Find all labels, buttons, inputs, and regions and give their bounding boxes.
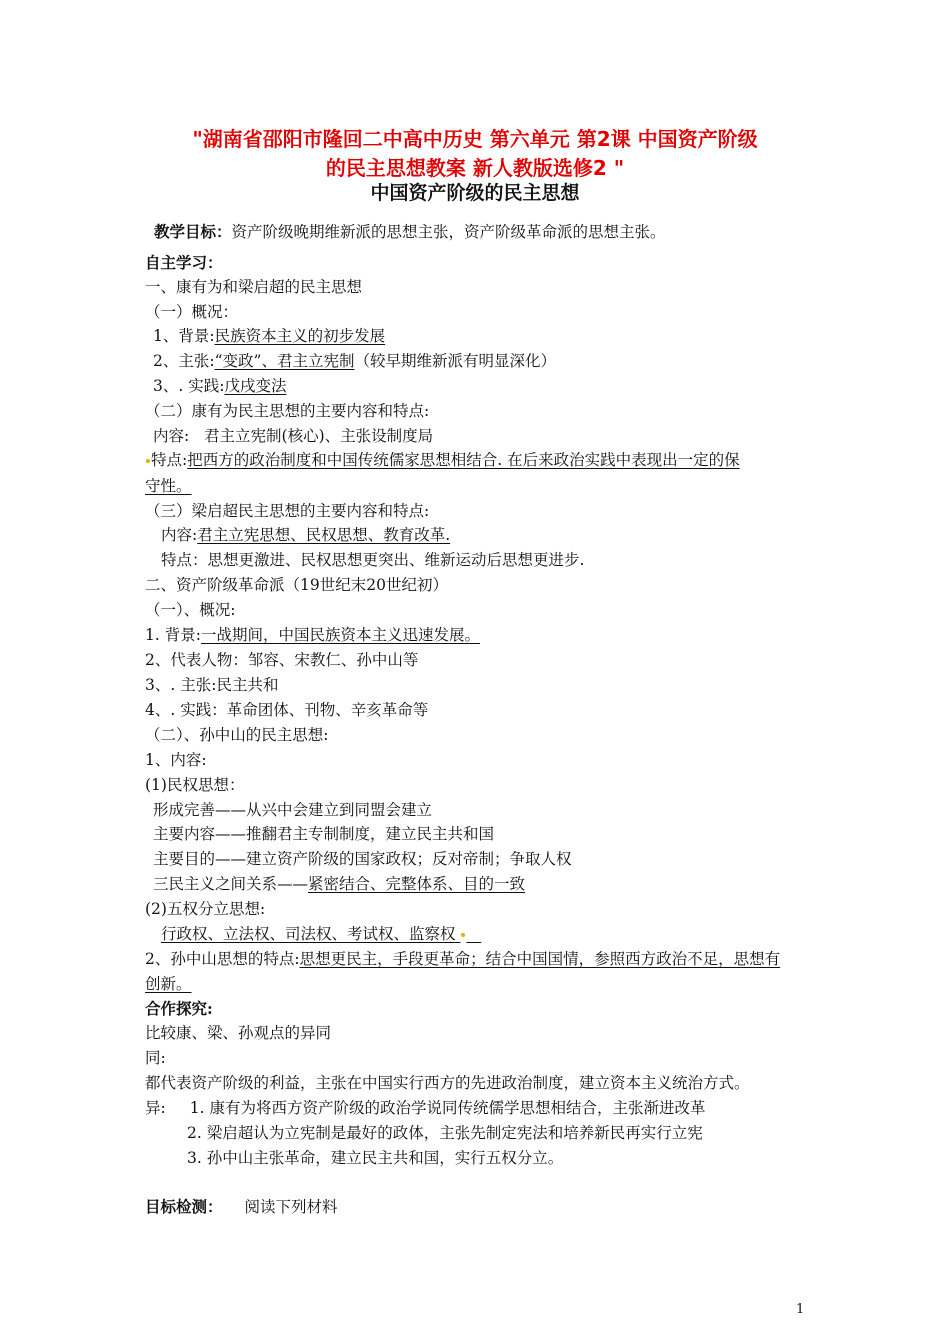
liang-content-line: [161, 524, 831, 546]
section-coop: 合作探究:: [145, 999, 213, 1018]
claim-label: 2、主张:: [153, 352, 215, 370]
header-title-line1: "湖南省邵阳市隆回二中高中历史 第六单元 第2课 中国资产阶级: [192, 127, 758, 151]
diff-line-1: [145, 1097, 815, 1119]
heading-1-2: （二）康有为民主思想的主要内容和特点:: [145, 402, 430, 420]
bg-line: [153, 325, 823, 347]
target-text: 阅读下列材料: [244, 1198, 338, 1216]
rev-practice: 4、. 实践：革命团体、刊物、辛亥革命等: [145, 701, 429, 719]
kang-content: 君主立宪制(核心)、主张设制度局: [204, 427, 434, 445]
minquan-item-3: 主要目的——建立资产阶级的国家政权；反对帝制；争取人权: [153, 850, 572, 868]
kang-feature-text: 把西方的政治制度和中国传统儒家思想相结合. 在后来政治实践中表现出一定的保: [187, 451, 740, 469]
wuquan-heading: (2)五权分立思想:: [145, 900, 266, 918]
dot-mark-2: [461, 933, 465, 937]
claim-note: （较早期维新派有明显深化）: [354, 352, 556, 370]
practice-text: 戊戌变法: [224, 377, 287, 395]
same-text: 都代表资产阶级的利益，主张在中国实行西方的先进政治制度，建立资本主义统治方式。: [145, 1074, 750, 1092]
objective-label: 教学目标：: [154, 222, 232, 241]
kang-feature-text-2: 守性。: [145, 477, 192, 495]
rev-people: 2、代表人物：邹容、宋教仁、孙中山等: [145, 651, 419, 669]
practice-line: [153, 375, 823, 397]
heading-2-2: （二）、孙中山的民主思想:: [145, 726, 329, 744]
target-line: [145, 1196, 815, 1218]
liang-content-label: 内容:: [161, 526, 198, 544]
objective-text: 资产阶级晚期维新派的思想主张，资产阶级革命派的思想主张。: [231, 223, 666, 241]
heading-2-1: （一）、概况:: [145, 601, 236, 619]
minquan-item-4-label: 三民主义之间关系——: [153, 875, 309, 893]
minquan-item-4-text: 紧密结合、完整体系、目的一致: [308, 875, 526, 893]
minquan-heading: (1)民权思想：: [145, 776, 245, 794]
rev-claim: 3、. 主张:民主共和: [145, 676, 279, 694]
wuquan-text: 行政权、立法权、司法权、考试权、监察权: [161, 925, 456, 943]
minquan-item-4: [153, 873, 823, 895]
diff-item-3: 3. 孙中山主张革命，建立民主共和国，实行五权分立。: [187, 1149, 564, 1167]
diff-item-2: 2. 梁启超认为立宪制是最好的政体，主张先制定宪法和培养新民再实行立宪: [187, 1124, 703, 1142]
liang-content: 君主立宪思想、民权思想、教育改革.: [197, 526, 451, 544]
compare-line: 比较康、梁、孙观点的异同: [145, 1024, 332, 1042]
practice-label: 3、. 实践:: [153, 377, 225, 395]
diff-item-1: 1. 康有为将西方资产阶级的政治学说同传统儒学思想相结合，主张渐进改革: [189, 1099, 706, 1117]
dot-mark: [146, 459, 150, 463]
minquan-item-2: 主要内容——推翻君主专制制度，建立民主共和国: [153, 825, 495, 843]
page-number: 1: [796, 1302, 805, 1317]
rev-bg-line: [145, 624, 815, 646]
rev-bg-label: 1. 背景:: [145, 626, 201, 644]
kang-feature-line-2: [145, 475, 815, 497]
claim-text: “变政”、君主立宪制: [214, 352, 355, 370]
bg-text: 民族资本主义的初步发展: [214, 327, 386, 345]
heading-2: 二、资产阶级革命派（19世纪末20世纪初）: [145, 576, 448, 594]
kang-content-label: 内容:: [153, 427, 190, 445]
claim-line: [153, 350, 823, 372]
rev-bg-text: 一战期间，中国民族资本主义迅速发展。: [200, 626, 480, 644]
kang-content-line: [153, 425, 823, 447]
kang-feature-line: [145, 449, 815, 471]
sun-feature-line: [145, 948, 815, 970]
sun-content: 1、内容:: [145, 751, 207, 769]
kang-feature-label: 特点:: [151, 451, 188, 469]
heading-1: 一、康有为和梁启超的民主思想: [145, 278, 363, 296]
heading-1-1: （一）概况：: [145, 303, 239, 321]
liang-feature: 特点：思想更激进、民权思想更突出、维新运动后思想更进步.: [161, 551, 585, 569]
sun-feature-text-2: 创新。: [145, 975, 192, 993]
heading-1-3: （三）梁启超民主思想的主要内容和特点:: [145, 502, 430, 520]
target-label: 目标检测：: [145, 1197, 223, 1216]
objective-line: [154, 221, 824, 243]
diff-label: 异:: [145, 1099, 166, 1117]
header-title-line2: 的民主思想教案 新人教版选修2 ": [325, 156, 625, 180]
sun-feature-label: 2、孙中山思想的特点:: [145, 950, 300, 968]
sun-feature-text: 思想更民主，手段更革命；结合中国国情，参照西方政治不足，思想有: [299, 950, 781, 968]
wuquan-line: [161, 923, 831, 945]
doc-title: 中国资产阶级的民主思想: [370, 182, 580, 204]
bg-label: 1、背景:: [153, 327, 215, 345]
section-self-study: 自主学习：: [145, 253, 223, 272]
minquan-item-1: 形成完善——从兴中会建立到同盟会建立: [153, 801, 433, 819]
same-label: 同:: [145, 1049, 166, 1067]
sun-feature-line-2: [145, 973, 815, 995]
